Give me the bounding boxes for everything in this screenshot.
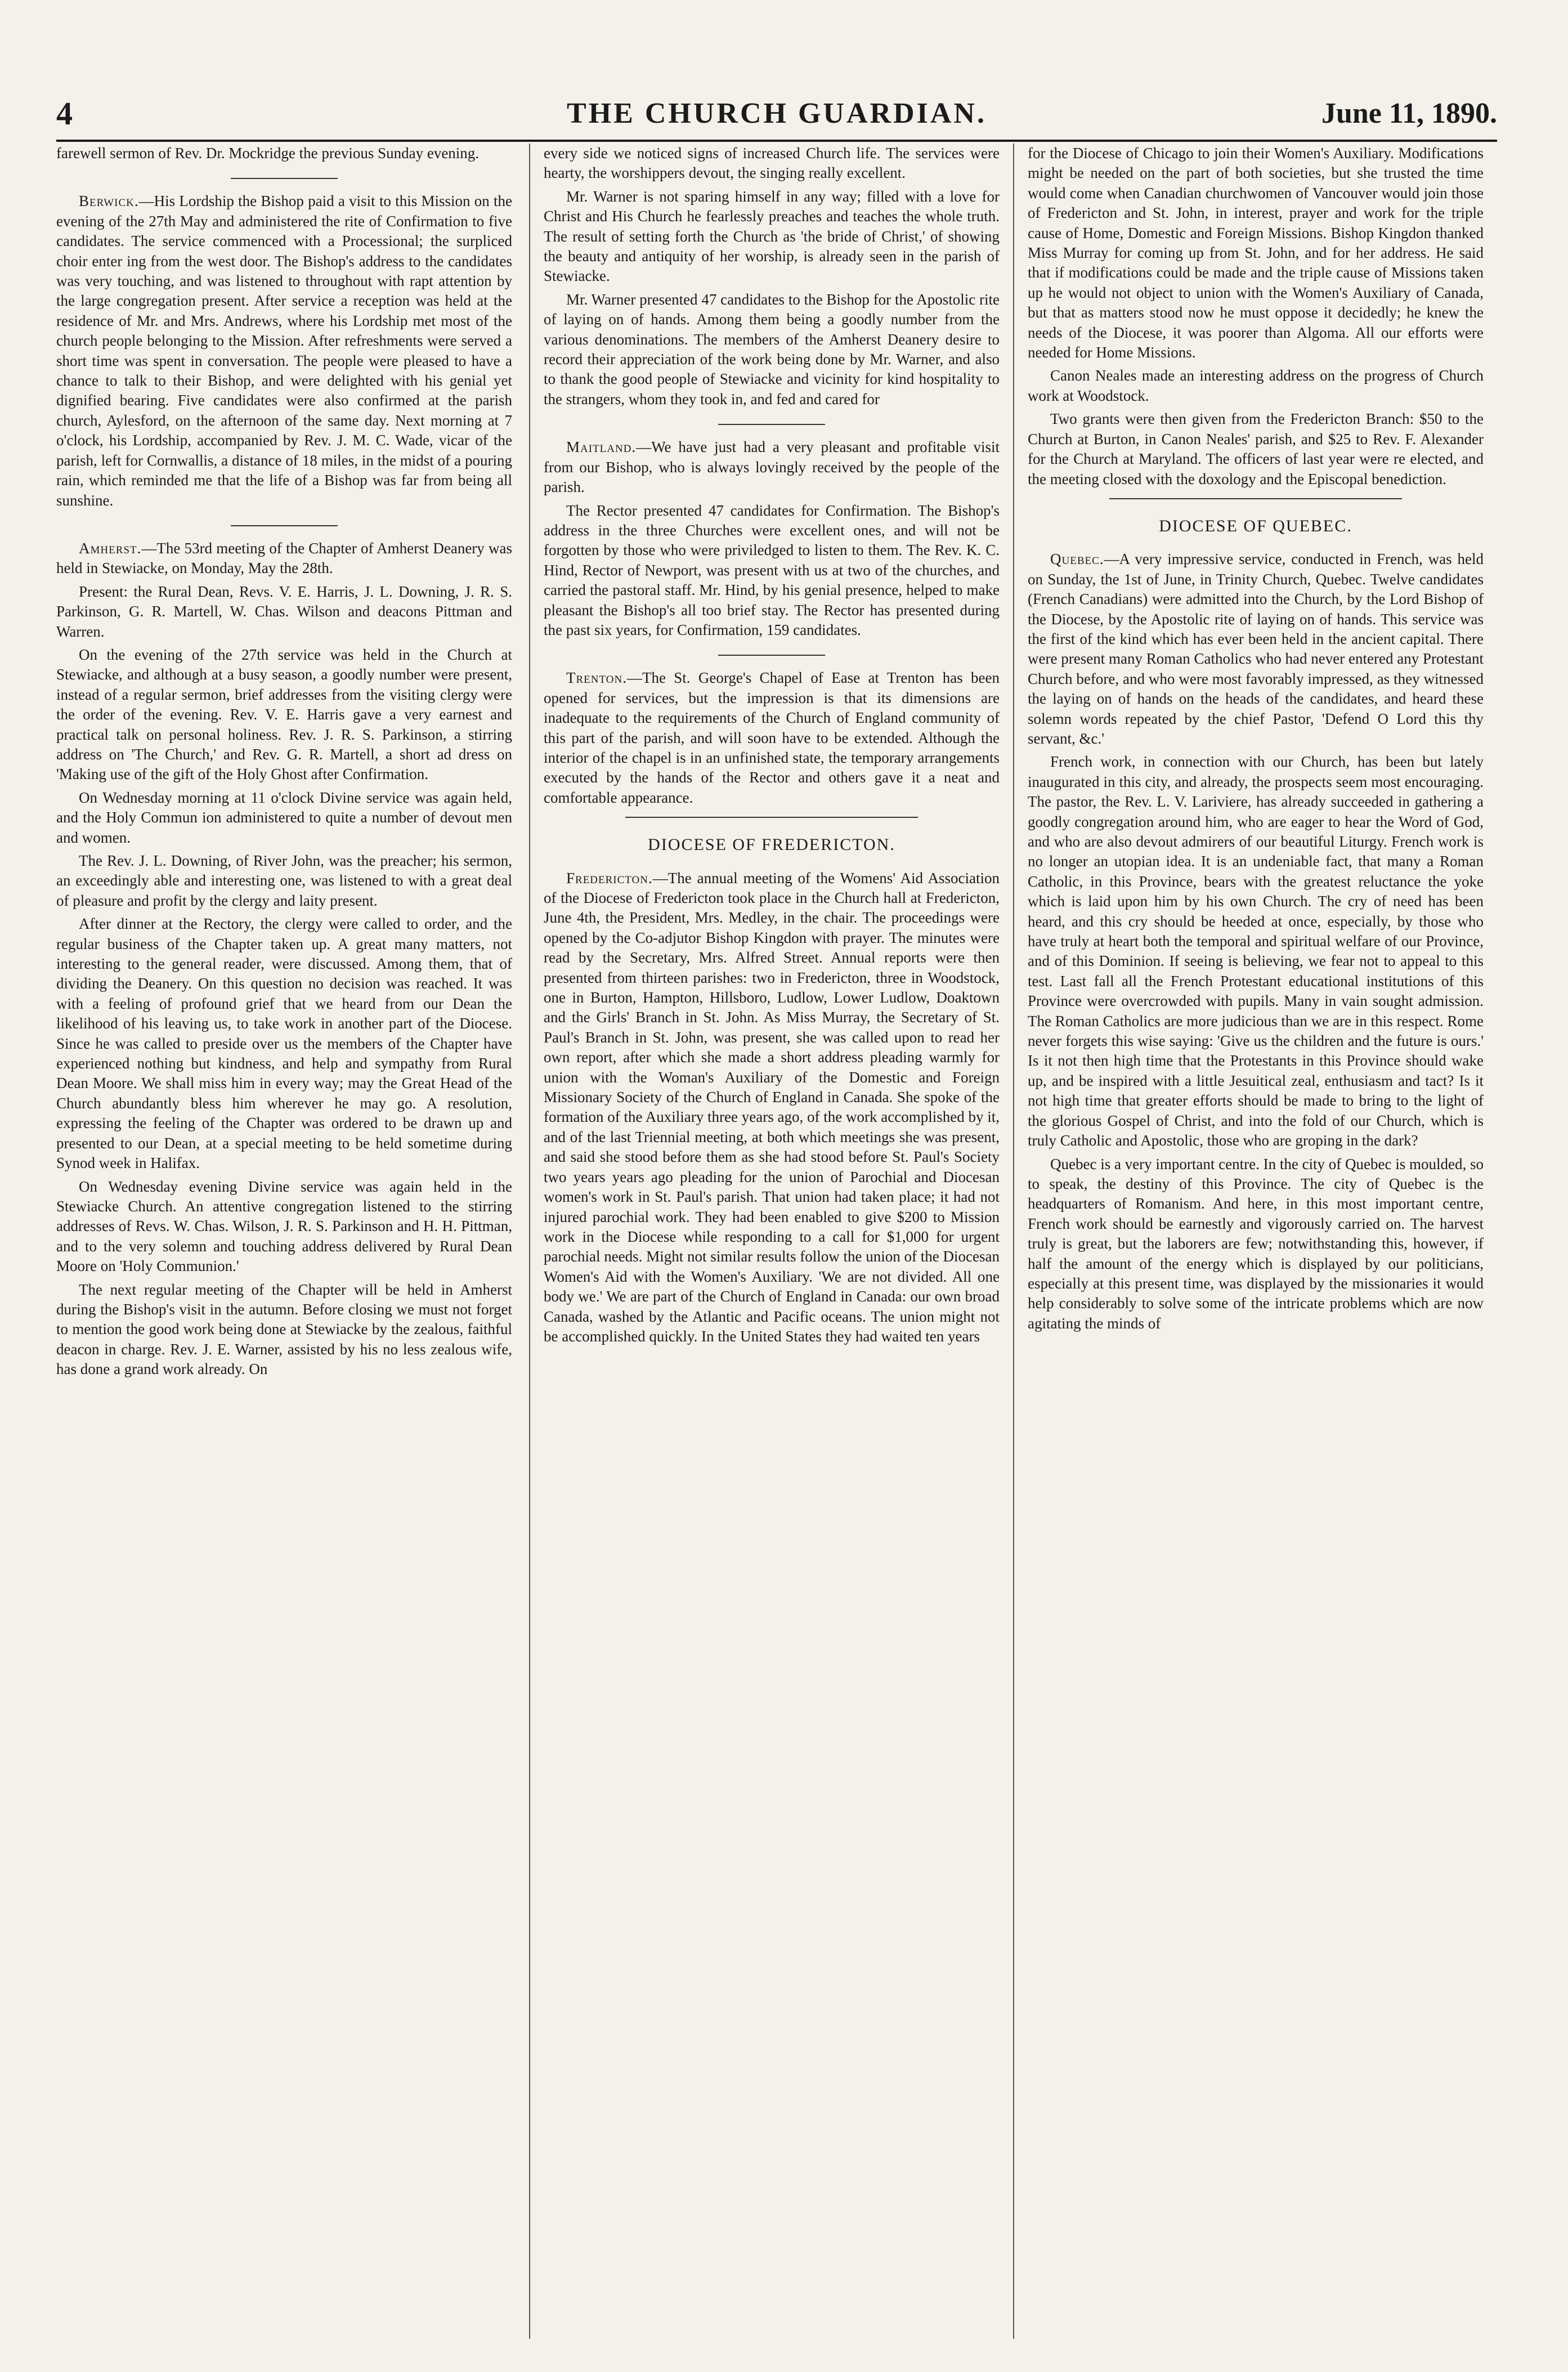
heading-rule xyxy=(1109,498,1402,499)
paragraph: French work, in connection with our Church, has been but lately inaugurated in this city, and already, the prospects seem most encouraging. The pastor, the Rev. L. V. Lariviere, has already succeeded in gathering a goodly congregation around him, who are eager to hear the Word of God, and who are also devout admirers of our beautiful Liturgy. French work is no longer an utopian idea. It is an undeniable fact, that many a Roman Catholic, in this Province, bears with the greatest reluctance the yoke which is laid upon him by his own Church. The cry of need has been heard, and this cry should be heeded at once, especially, by those who have truly at heart both the temporal and spiritual welfare of our Province, and of this Dominion. If seeing is believing, we fear not to appeal to this test. Last fall all the French Protestant educational institutions of this Province were overcrowded with pupils. Many in vain sought admission. The Roman Catholics are more judicious than we are in this respect. Rome never forgets this wise saying: 'Give us the children and the future is ours.' Is it not then high time that the Protestants in this Province should wake up, and be inspired with a little Jesuitical zeal, enthusiasm and tact? Is it not high time that greater efforts should be made to bring to the light of the glorious Gospel of Christ, and into the fold of our Church, which is truly Catholic and Apostolic, those who are groping in the dark? xyxy=(1028,753,1484,1149)
paragraph-text: —The 53rd meeting of the Chapter of Amherst Deanery was held in Stewiacke, on Monday, May the 28th. xyxy=(56,539,512,577)
paragraph: On Wednesday morning at 11 o'clock Divine service was again held, and the Holy Commun ion administered to quite a number of devout men and women. xyxy=(56,789,512,846)
section-rule xyxy=(718,424,825,425)
paragraph: The Rev. J. L. Downing, of River John, was the preacher; his sermon, an exceedingly able and interesting one, was listened to with a great deal of pleasure and profit by the clergy and laity present. xyxy=(56,852,512,909)
berwick-report xyxy=(56,191,512,511)
paragraph: After dinner at the Rectory, the clergy were called to order, and the regular business of the Chapter taken up. A great many matters, not interesting to the general reader, were discussed. Among them, that of dividing the Deanery. On this question no decision was reached. It was with a feeling of profound grief that we heard from our Dean the likelihood of his leaving us, to take work in another part of the Diocese. Since he was called to preside over us the members of the Chapter have experienced nothing but kindness, and help and sympathy from Rural Dean Moore. We shall miss him in every way; may the Great Head of the Church abundantly bless him wherever he may go. A resolution, expressing the feeling of the Chapter was ordered to be drawn up and presented to our Dean, at a special meeting to be held sometime during Synod week in Halifax. xyxy=(56,915,512,1172)
paragraph: On the evening of the 27th service was held in the Church at Stewiacke, and although at a busy season, a goodly number were present, instead of a regular sermon, brief addresses from the visiting clergy were the order of the evening. Rev. V. E. Harris gave a very earnest and practical talk on personal holiness. Rev. J. R. S. Parkinson, a stirring address on 'The Church,' and Rev. G. R. Martell, a short ad dress on 'Making use of the gift of the Holy Ghost after Confirmation. xyxy=(56,646,512,783)
paragraph: Canon Neales made an interesting address on the progress of Church work at Woodstock. xyxy=(1028,367,1484,404)
column-1 xyxy=(56,144,512,2339)
section-heading: DIOCESE OF FREDERICTON. xyxy=(648,835,895,854)
paragraph: The Rector presented 47 candidates for Confirmation. The Bishop's address in the three Churches were excellent ones, and will not be forgotten by those who were priviledged to listen to them. The Rev. K. C. Hind, Rector of Newport, was present with us at two of the churches, and carried the pastoral staff. Mr. Hind, by his genial presence, helped to make pleasant the Bishop's all too brief stay. The Rector has presented during the past six years, for Confirmation, 159 candidates. xyxy=(544,502,1000,638)
masthead xyxy=(56,95,1497,142)
place-lead: Trenton. xyxy=(566,669,627,687)
paragraph-text: —A very impressive service, conducted in French, was held on Sunday, the 1st of June, in Trinity Church, Quebec. Twelve candidates (French Canadians) were admitted into the Church, by the Lord Bishop of the Diocese, by the Apostolic rite of laying on of hands. This service was the first of the kind which has ever been held in the ancient capital. There were present many Roman Catholics who had never entered any Protestant Church before, and who were most favorably impressed, as they witnessed the laying on of hands on the heads of the candidates, and heard these solemn words repeated by the chief Pastor, 'Defend O Lord this thy servant, &c.' xyxy=(1028,551,1484,747)
column-3 xyxy=(1028,144,1484,2339)
column-divider xyxy=(1013,144,1014,2339)
paragraph-text: —The St. George's Chapel of Ease at Trenton has been opened for services, but the impression is that its dimensions are inadequate to the requirements of the Church of England community of this part of the parish, and will soon have to be extended. Although the interior of the chapel is in an unfinished state, the temporary arrangements executed by the hands of the Rector and others gave it a neat and comfortable appearance. xyxy=(544,669,1000,806)
paragraph: Quebec is a very important centre. In the city of Quebec is moulded, so to speak, the destiny of this Province. The city of Quebec is the headquarters of Romanism. And here, in this most important centre, French work should be earnestly and vigorously carried on. The harvest truly is great, but the laborers are few; notwithstanding this, however, if half the amount of the energy which is displayed by our politicians, especially at this present time, was displayed by the missionaries it would help considerably to solve some of the intricate problems which are now agitating the minds of xyxy=(1028,1155,1484,1332)
page-number: 4 xyxy=(56,95,73,132)
place-lead: Amherst. xyxy=(79,539,142,557)
place-lead: Berwick. xyxy=(79,193,139,210)
column-2 xyxy=(544,144,1000,2339)
issue-date: June 11, 1890. xyxy=(1321,97,1497,129)
heading-rule xyxy=(625,817,918,818)
paragraph: every side we noticed signs of increased Church life. The services were hearty, the worshippers devout, the singing really excellent. xyxy=(544,145,1000,182)
section-rule xyxy=(718,655,825,656)
paragraph-text: —We have just had a very pleasant and profitable visit from our Bishop, who is always lovingly received by the people of the parish. xyxy=(544,438,1000,496)
paragraph: Mr. Warner presented 47 candidates to the Bishop for the Apostolic rite of laying on of hands. Among them being a goodly number from the various denominations. The members of the Amherst Deanery desire to record their appreciation of the work being done by Mr. Warner, and also to thank the good people of Stewiacke and vicinity for kind hospitality to the strangers, whom they took in, and fed and cared for xyxy=(544,290,1000,408)
quebec-report xyxy=(1028,549,1484,749)
place-lead: Quebec. xyxy=(1050,551,1104,568)
place-lead: Fredericton. xyxy=(566,869,653,887)
fredericton-report xyxy=(544,869,1000,1347)
paragraph: for the Diocese of Chicago to join their Women's Auxiliary. Modifications might be needed on the part of both societies, but she trusted the time would come when Canadian churchwomen of Vancouver would join those of Fredericton and St. John, in interest, prayer and work for the triple cause of Home, Domestic and Foreign Missions. Bishop Kingdon thanked Miss Murray for coming up from St. John, and for her address. He said that if modifications could be made and the triple cause of Missions taken up he would not object to union with the Women's Auxiliary of Canada, but that as matters stood now he must oppose it decidedly; he knew the needs of the Diocese, it was poorer than Algoma. All our efforts were needed for Home Missions. xyxy=(1028,145,1484,361)
newspaper-title: THE CHURCH GUARDIAN. xyxy=(567,97,987,129)
paragraph: Two grants were then given from the Fredericton Branch: $50 to the Church at Burton, in Canon Neales' parish, and $25 to Rev. F. Alexander for the Church at Maryland. The officers of last year were re elected, and the meeting closed with the doxology and the Episcopal benediction. xyxy=(1028,410,1484,487)
trenton-report xyxy=(544,668,1000,808)
paragraph: The next regular meeting of the Chapter will be held in Amherst during the Bishop's visit in the autumn. Before closing we must not forget to mention the good work being done at Stewiacke by the zealous, faithful deacon in charge. Rev. J. E. Warner, assisted by his no less zealous wife, has done a grand work already. On xyxy=(56,1281,512,1378)
paragraph-text: —His Lordship the Bishop paid a visit to this Mission on the evening of the 27th May and administered the rite of Confirmation to five candidates. The service commenced with a Processional; the surpliced choir enter ing from the west door. The Bishop's address to the candidates was very touching, and was listened to throughout with rapt attention by the large congregation present. After service a reception was held at the residence of Mr. and Mrs. Andrews, where his Lordship met most of the church people belonging to the Mission. After refreshments were served a short time was spent in conversation. The people were pleased to have a chance to talk to their Bishop, and were delighted with his genial yet dignified bearing. Five candidates were also confirmed at the parish church, Aylesford, on the afternoon of the same day. Next morning at 7 o'clock, his Lordship, accompanied by Rev. J. M. C. Wade, vicar of the parish, left for Cornwallis, a distance of 18 miles, in the midst of a pouring rain, which reminded me that the life of a Bishop was far from being all sunshine. xyxy=(56,193,512,509)
section-heading: DIOCESE OF QUEBEC. xyxy=(1159,516,1352,535)
place-lead: Maitland. xyxy=(566,438,637,456)
paragraph: Present: the Rural Dean, Revs. V. E. Harris, J. L. Downing, J. R. S. Parkinson, G. R. Martell, W. Chas. Wilson and deacons Pittman and Warren. xyxy=(56,583,512,640)
section-rule xyxy=(231,525,338,526)
paragraph-text: —The annual meeting of the Womens' Aid Association of the Diocese of Fredericton took place in the Church hall at Fredericton, June 4th, the President, Mrs. Medley, in the chair. The proceedings were opened by the Co-adjutor Bishop Kingdon with prayer. The minutes were read by the Secretary, Mrs. Alfred Street. Annual reports were then presented from thirteen parishes: two in Fredericton, three in Woodstock, one in Burton, Hampton, Hillsboro, Ludlow, Lower Ludlow, Doaktown and the Girls' Branch in St. John. As Miss Murray, the Secretary of St. Paul's Branch in St. John, was present, she was called upon to read her own report, after which she made a short address pleading warmly for union with the Woman's Auxiliary of the Domestic and Foreign Missionary Society of the Church of England in Canada. She spoke of the formation of the Auxiliary three years ago, of the work accomplished by it, and of the last Triennial meeting, at both which meetings she was present, and said she stood before them as she had stood before St. Paul's Society two years years ago pleading for the union of Parochial and Diocesan women's work in St. Paul's parish. That union had taken place; it had not injured parochial work. They had been enabled to give $200 to Mission work in the Diocese while responding to a call for $1,000 for urgent parochial needs. Might not similar results follow the union of the Diocesan Women's Aid with the Women's Auxiliary. 'We are not divided. All one body we.' We are part of the Church of England in Canada: our own broad Canada, washed by the Atlantic and Pacific oceans. The union might not be accomplished quickly. In the United States they had waited ten years xyxy=(544,869,1000,1345)
paragraph: Mr. Warner is not sparing himself in any way; filled with a love for Christ and His Church he fearlessly preaches and teaches the whole truth. The result of setting forth the Church as 'the bride of Christ,' of showing the beauty and antiquity of her worship, is already seen in the parish of Stewiacke. xyxy=(544,187,1000,285)
section-rule xyxy=(231,178,338,179)
column-divider xyxy=(529,144,530,2339)
paragraph: On Wednesday evening Divine service was again held in the Stewiacke Church. An attentive congregation listened to the stirring addresses of Revs. W. Chas. Wilson, J. R. S. Parkinson and H. H. Pittman, and to the very solemn and touching address delivered by Rural Dean Moore on 'Holy Communion.' xyxy=(56,1178,512,1275)
amherst-report xyxy=(56,539,512,579)
maitland-report xyxy=(544,437,1000,497)
paragraph: farewell sermon of Rev. Dr. Mockridge the previous Sunday evening. xyxy=(56,145,480,162)
